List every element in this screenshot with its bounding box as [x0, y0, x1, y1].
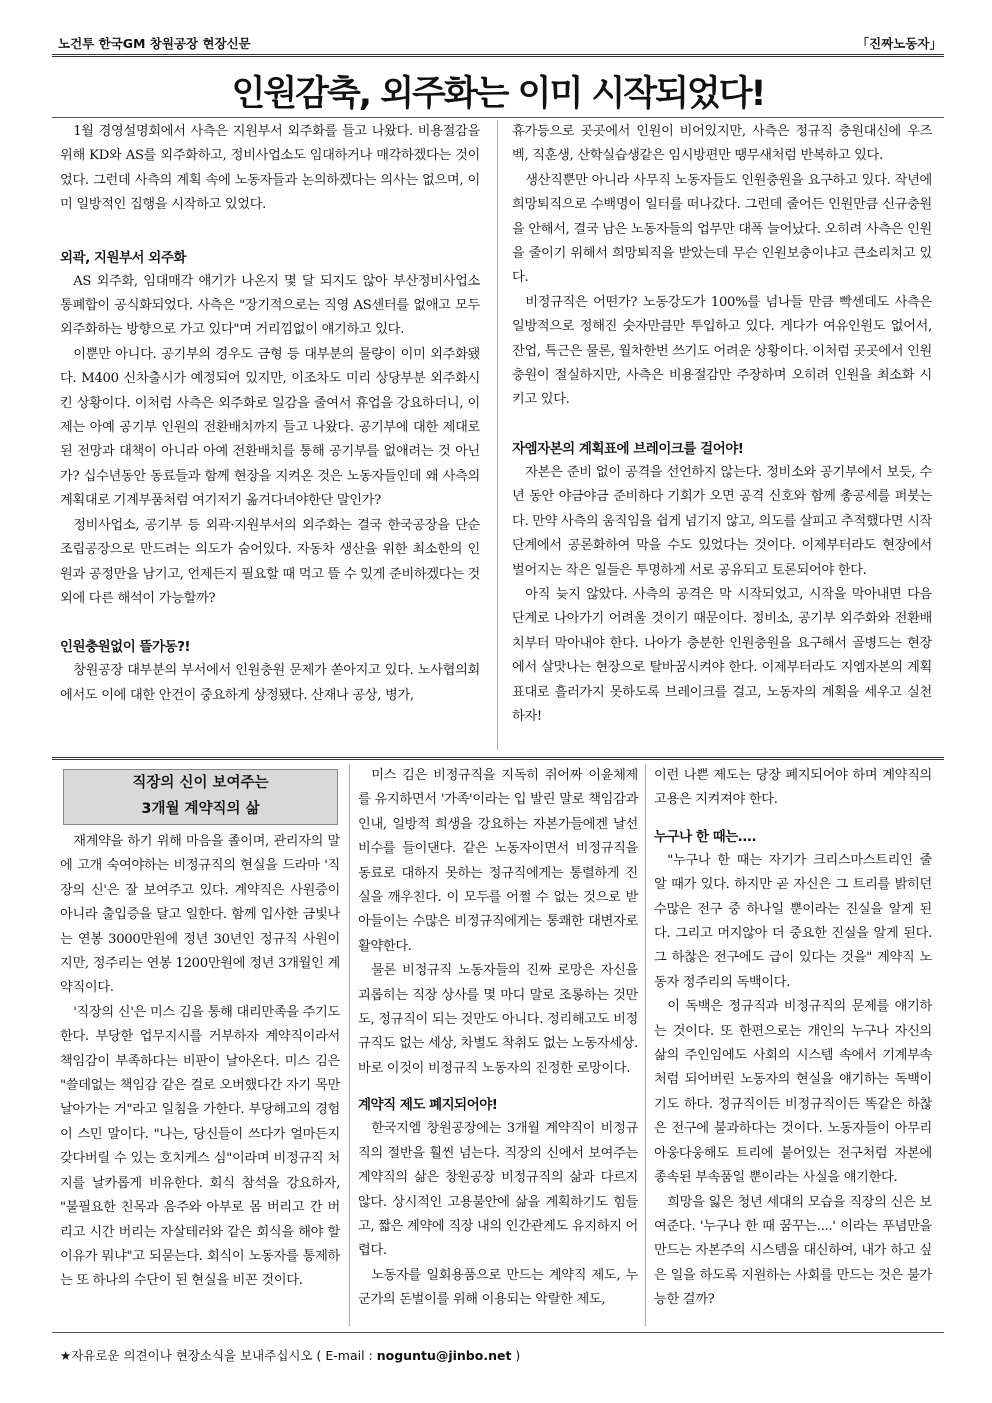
paragraph: 희망을 잃은 청년 세대의 모습을 직장의 신은 보여준다. '누구나 한 때 꿈꾸는....' 이라는 푸념만을 만드는 자본주의 시스템을 대신하여, 내가 하고 싶은 일을 하도록 지원하는 사회를 만드는 것은 불가능한 걸까?	[654, 1194, 932, 1308]
footer-rule	[52, 1332, 944, 1333]
footer-email-link[interactable]: noguntu@jinbo.net	[376, 1348, 512, 1363]
paragraph: 자본은 준비 없이 공격을 선언하지 않는다. 정비소와 공기부에서 보듯, 수년 동안 야금야금 준비하다 기회가 오면 공격 신호와 함께 총공세를 퍼붓는다. 만약 사측의 움직임을 쉽게 넘기지 않고, 의도를 살피고 추적했다면 시작 단계에서 공론화하여 막을 수도 있었다는 것이다. 이제부터라도 현장에서 벌어지는 작은 일들은 투명하게 서로 공유되고 토론되어야 한다.	[512, 464, 932, 578]
bottom-column-2	[358, 764, 638, 1313]
section-heading: 자엠자본의 계획표에 브레이크를 걸어야!	[512, 440, 744, 457]
feature-title-line1: 직장의 신이 보여주는	[132, 775, 269, 791]
feature-title-box	[63, 769, 338, 825]
column-divider	[645, 764, 646, 1326]
section-heading: 누구나 한 때는....	[654, 828, 757, 845]
paragraph: '직장의 신'은 미스 김을 통해 대리만족을 주기도 한다. 부당한 업무지시를 거부하자 계약직이라서 책임감이 부족하다는 비판이 날아온다. 미스 김은 "쓸데없는 책임감 같은 걸로 오버했다간 자기 목만 날아가는 거"라고 일침을 가한다. 부당해고의 경험이 스민 말이다. "나는, 당신들이 쓰다가 얼마든지 갖다버릴 수 있는 호치케스 심"이라며 비정규직 처지를 날카롭게 비유한다. 회식 참석을 강요하자, "불필요한 친목과 음주와 아부로 몸 버리고 간 버리고 시간 버리는 자살테러와 같은 회식을 해야 할 이유가 뭐냐"고 되묻는다. 회식이 노동자를 통제하는 또 하나의 수단이 된 현실을 비꼰 것이다.	[60, 1004, 340, 1289]
paragraph: 물론 비정규직 노동자들의 진짜 로망은 자신을 괴롭히는 직장 상사를 몇 마디 말로 조롱하는 것만도, 정규직이 되는 것만도 아니다. 정리해고도 비정규직도 없는 세상, 차별도 착취도 없는 노동자세상. 바로 이것이 비정규직 노동자의 진정한 로망이다.	[358, 963, 638, 1076]
paragraph: 이 독백은 정규직과 비정규직의 문제를 얘기하는 것이다. 또 한편으로는 개인의 누구나 자신의 삶의 주인임에도 사회의 시스템 속에서 기계부속처럼 되어버린 노동자의 현실을 얘기하는 독백이기도 하다. 정규직이든 비정규직이든 똑같은 하찮은 전구에 불과하다는 것이다. 노동자들이 아무리 아웅다웅해도 트리에 붙어있는 전구처럼 자본에 종속된 부속품일 뿐이라는 사실을 얘기한다.	[654, 999, 932, 1186]
section-heading: 계약직 제도 폐지되어야!	[358, 1097, 498, 1114]
paragraph: 한국지엠 창원공장에는 3개월 계약직이 비정규직의 절반을 훨씬 넘는다. 직장의 신에서 보여주는 계약직의 삶은 창원공장 비정규직의 삶과 다르지 않다. 상시적인 고용불안에 삶을 계획하기도 힘들고, 짧은 계약에 직장 내의 인간관계도 유지하지 어렵다.	[358, 1121, 638, 1259]
paragraph: 생산직뿐만 아니라 사무직 노동자들도 인원충원을 요구하고 있다. 작년에 희망퇴직으로 수백명이 일터를 떠나갔다. 그런데 줄어든 인원만큼 신규충원을 안해서, 결국 남은 노동자들의 업무만 대폭 늘어났다. 오히려 사측은 인원을 줄이기 위해서 희망퇴직을 받았는데 무슨 인원보충이냐고 큰소리치고 있다.	[512, 172, 932, 286]
paragraph: 아직 늦지 않았다. 사측의 공격은 막 시작되었고, 시작을 막아내면 다음 단계로 나아가기 어려울 것이기 때문이다. 정비소, 공기부 외주화와 전환배치부터 막아내야 한다. 나아가 충분한 인원충원을 요구해서 골병드는 현장에서 살맛나는 현장으로 탈바꿈시켜야 한다. 이제부터라도 지엠자본의 계획표대로 흘러가지 못하도록 브레이크를 걸고, 노동자의 계획을 세우고 실천하자!	[512, 586, 932, 724]
header-right: 「진짜노동자」	[856, 36, 942, 51]
header-left: 노건투 한국GM 창원공장 현장신문	[58, 36, 251, 51]
footer-text: ★자유로운 의견이나 현장소식을 보내주십시오 ( E-mail :	[60, 1348, 377, 1363]
footer-close: )	[511, 1348, 521, 1363]
paragraph: 휴가등으로 곳곳에서 인원이 비어있지만, 사측은 정규직 충원대신에 우즈벡, 직훈생, 산학실습생같은 임시방편만 땡무새처럼 반복하고 있다.	[512, 124, 932, 164]
top-rule	[52, 54, 944, 57]
paragraph: 미스 김은 비정규직을 지독히 쥐어짜 이윤체제를 유지하면서 '가족'이라는 입 발린 말로 책임감과 인내, 일방적 희생을 강요하는 자본가들에겐 날선 비수를 들이댄다. 같은 노동자이면서 비정규직을 동료로 대하지 못하는 정규직에게는 통렬하게 진실을 깨우친다. 이 모두를 어쩔 수 없는 것으로 받아들이는 수많은 비정규직에게는 통쾌한 대변자로 활약한다.	[358, 768, 638, 954]
paragraph: 노동자를 일회용품으로 만드는 계약직 제도, 누군가의 돈벌이를 위해 이용되는 악랄한 제도,	[358, 1267, 638, 1308]
paragraph: 1월 경영설명회에서 사측은 지원부서 외주화를 들고 나왔다. 비용절감을 위해 KD와 AS를 외주화하고, 정비사업소도 임대하거나 매각하겠다는 것이었다. 그런데 사측의 계획 속에 노동자들과 논의하겠다는 의사는 없으며, 이미 일방적인 집행을 시작하고 있었다.	[60, 124, 480, 213]
paragraph: 비정규직은 어떤가? 노동강도가 100%를 넘나들 만큼 빡센데도 사측은 일방적으로 정해진 숫자만큼만 투입하고 있다. 게다가 여유인원도 없어서, 잔업, 특근은 물론, 월차한번 쓰기도 어려운 상황이다. 이처럼 곳곳에서 인원충원이 절실하지만, 사측은 비용절감만 주장하며 오히려 인원을 최소화 시키고 있다.	[512, 294, 932, 408]
bottom-column-3	[654, 764, 932, 1313]
section-heading: 인원충원없이 뜰가동?!	[60, 639, 191, 656]
bottom-column-1	[60, 830, 340, 1294]
column-divider	[349, 764, 350, 1326]
column-divider	[497, 120, 498, 750]
section-rule	[52, 757, 944, 760]
headline: 인원감축, 외주화는 이미 시작되었다!	[231, 74, 765, 114]
paragraph: 재계약을 하기 위해 마음을 졸이며, 관리자의 말에 고개 숙여야하는 비정규직의 현실을 드라마 '직장의 신'은 잘 보여주고 있다. 계약직은 사원증이 아니라 출입증을 달고 일한다. 함께 입사한 금빛나는 연봉 3000만원에 정년 30년인 정규직 사원이지만, 정주리는 연봉 1200만원에 정년 3개월인 계약직이다.	[60, 834, 340, 996]
top-right-column	[512, 120, 932, 729]
section-heading: 외곽, 지원부서 외주화	[60, 249, 186, 266]
top-left-column	[60, 120, 480, 708]
paragraph: 정비사업소, 공기부 등 외곽·지원부서의 외주화는 결국 한국공장을 단순조립공장으로 만드려는 의도가 숨어있다. 자동차 생산을 위한 최소한의 인원과 공정만을 남기고, 언제든지 필요할 때 먹고 뜰 수 있게 준비하겠다는 것 외에 다른 해석이 가능할까?	[60, 517, 480, 606]
paragraph: AS 외주화, 임대매각 얘기가 나온지 몇 달 되지도 않아 부산정비사업소 통폐합이 공식화되었다. 사측은 "장기적으로는 직영 AS센터를 없애고 모두 외주화하는 방향으로 가고 있다"며 거리낌없이 얘기하고 있다.	[60, 273, 480, 338]
feature-title-line2: 3개월 계약직의 삶	[141, 801, 260, 817]
headline-rule	[52, 117, 944, 118]
paragraph: 이뿐만 아니다. 공기부의 경우도 금형 등 대부분의 물량이 이미 외주화됐다. M400 신차출시가 예정되어 있지만, 이조차도 미리 상당부분 외주화시킨 상황이다. 이처럼 사측은 외주화로 일감을 줄여서 휴업을 강요하더니, 이제는 아예 공기부 인원의 전환배치까지 들고 나왔다. 공기부에 대한 제대로된 전망과 대책이 아니라 아예 전환배치를 통해 공기부를 없애려는 것 아닌가? 십수년동안 동료들과 함께 현장을 지켜온 것은 노동자들인데 왜 사측의 계획대로 기계부품처럼 여기저기 옮겨다녀야한단 말인가?	[60, 346, 480, 509]
footer	[60, 1346, 520, 1364]
paragraph: "누구나 한 때는 자기가 크리스마스트리인 줄 알 때가 있다. 하지만 곧 자신은 그 트리를 밝히던 수많은 전구 중 하나일 뿐이라는 진실을 알게 된다. 그리고 머지않아 더 중요한 진실을 알게 된다. 그 하찮은 전구에도 급이 있다는 것을" 계약직 노동자 정주리의 독백이다.	[654, 852, 932, 990]
paragraph: 이런 나쁜 제도는 당장 폐지되어야 하며 계약직의 고용은 지켜져야 한다.	[654, 768, 932, 808]
paragraph: 창원공장 대부분의 부서에서 인원충원 문제가 쏟아지고 있다. 노사협의회에서도 이에 대한 안건이 중요하게 상정됐다. 산재나 공상, 병가,	[60, 663, 480, 703]
